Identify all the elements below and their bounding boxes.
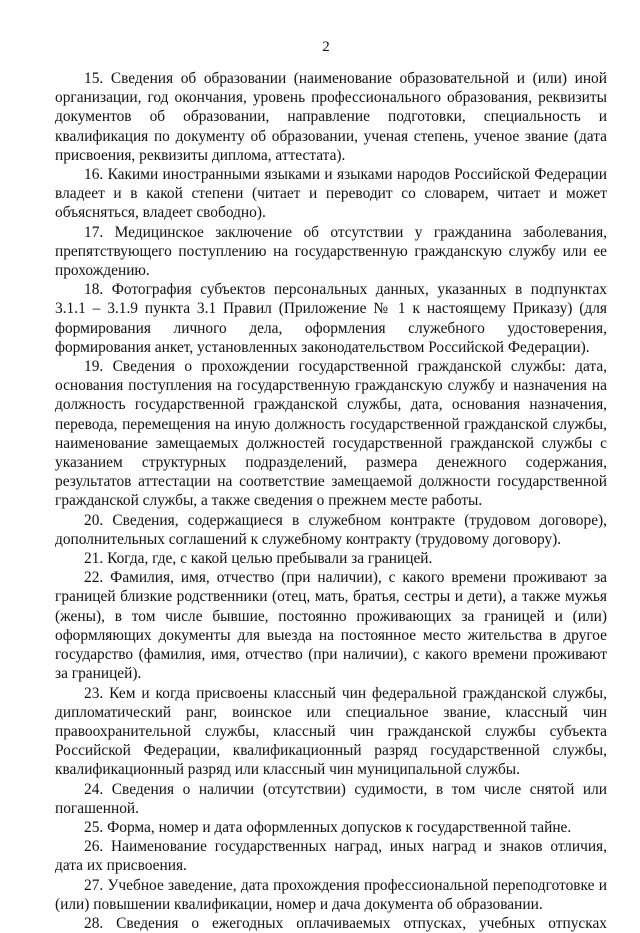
paragraph-21: 21. Когда, где, с какой целью пребывали за границей. xyxy=(84,550,433,568)
paragraph-27: 27. Учебное заведение, дата прохождения профессиональной переподготовке и (или) повышении квалификации, номер и дача документа об образовании. xyxy=(55,876,607,913)
paragraph-24: 24. Сведения о наличии (отсутствии) судимости, в том числе снятой или погашенной. xyxy=(55,780,607,817)
paragraph-28: 28. Сведения о ежегодных оплачиваемых отпусках, учебных отпусках xyxy=(84,914,607,932)
document-body xyxy=(55,69,607,933)
paragraph-15: 15. Сведения об образовании (наименование образовательной и (или) иной организации, год окончания, уровень профессионального образования, реквизиты документов об образовании, направление подготовки, специальность и квалификация по документу об образовании, ученая степень, ученое звание (дата присвоения, реквизиты диплома, аттестата). xyxy=(55,70,607,164)
paragraph-19: 19. Сведения о прохождении государственной гражданской службы: дата, основания поступления на государственную гражданскую службу и назначения на должность государственной гражданской службы, дата, основания назначения, перевода, перемещения на иную должность государственной гражданской службы, наименование замещаемых должностей государственной гражданской службы с указанием структурных подразделений, размера денежного содержания, результатов аттестации на соответствие замещаемой должности государственной гражданской службы, а также сведения о прежнем месте работы. xyxy=(55,358,607,510)
paragraph-22: 22. Фамилия, имя, отчество (при наличии), с какого времени проживают за границей близкие родственники (отец, мать, братья, сестры и дети), а также мужья (жены), в том числе бывшие, постоянно проживающих за границей и (или) оформляющих документы для выезда на постоянное место жительства в другое государство (фамилия, имя, отчество (при наличии), с какого времени проживают за границей). xyxy=(55,569,607,683)
paragraph-18: 18. Фотография субъектов персональных данных, указанных в подпунктах 3.1.1 – 3.1.9 пункта 3.1 Правил (Приложение № 1 к настоящему Приказу) (для формирования личного дела, оформления служебного удостоверения, формирования анкет, установленных законодательством Российской Федерации). xyxy=(55,281,607,356)
paragraph-20: 20. Сведения, содержащиеся в служебном контракте (трудовом договоре), дополнительных соглашений к служебному контракту (трудовому договору). xyxy=(55,511,607,548)
paragraph-26: 26. Наименование государственных наград, иных наград и знаков отличия, дата их присвоения. xyxy=(55,838,607,875)
paragraph-16: 16. Какими иностранными языками и языками народов Российской Федерации владеет и в какой степени (читает и переводит со словарем, читает и может объясняться, владеет свободно). xyxy=(55,166,607,222)
paragraph-17: 17. Медицинское заключение об отсутствии у гражданина заболевания, препятствующего поступлению на государственную гражданскую службу или ее прохождению. xyxy=(55,223,607,280)
paragraph-23: 23. Кем и когда присвоены классный чин федеральной гражданской службы, дипломатический ранг, воинское или специальное звание, классный чин правоохранительной службы, классный чин гражданской службы субъекта Российской Федерации, квалификационный разряд государственной службы, квалификационный разряд или классный чин муниципальной службы. xyxy=(55,684,607,779)
paragraph-25: 25. Форма, номер и дата оформленных допусков к государственной тайне. xyxy=(84,818,572,836)
page-number: 2 xyxy=(322,39,330,55)
